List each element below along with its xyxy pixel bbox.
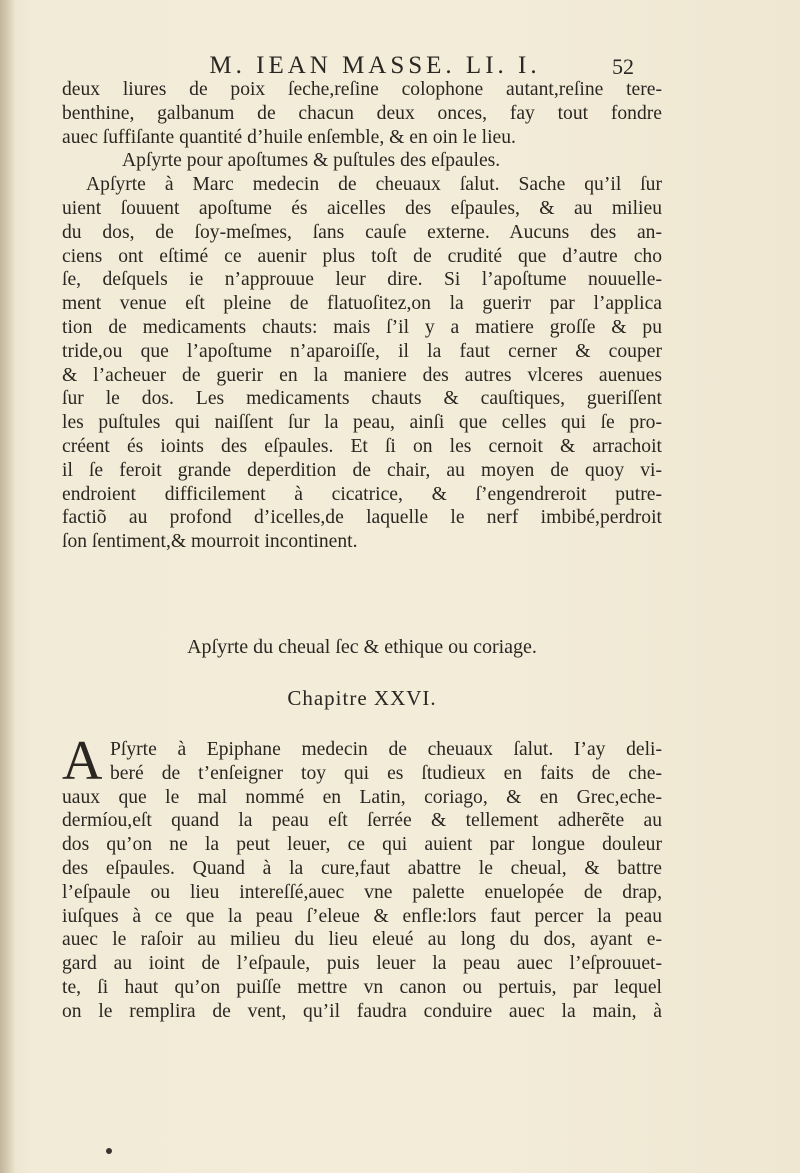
chapter-heading: Chapitre XXVI.	[287, 686, 437, 710]
text-line: te, ſi haut qu’on puiſſe mettre vn canon ou pertuis, par lequel	[62, 976, 662, 998]
text-line: ciens ont eſtimé ce auenir plus toſt de crudité que d’autre cho	[62, 245, 662, 267]
page-number: 52	[612, 54, 634, 79]
text-line: Pſyrte à Epiphane medecin de cheuaux ſalut. I’ay deli-	[110, 739, 662, 760]
text-line: des eſpaules. Quand à la cure,faut abattre le cheual, & battre	[62, 857, 662, 879]
section-heading: Apſyrte pour apoſtumes & puſtules des eſpaules.	[122, 150, 501, 172]
gutter-shadow	[0, 0, 16, 1173]
text-line: Apſyrte à Marc medecin de cheuaux ſalut. Sache qu’il ſur	[86, 174, 662, 196]
section-heading: Apſyrte du cheual ſec & ethique ou coriage.	[187, 636, 537, 658]
text-line: beré de t’enſeigner toy qui es ſtudieux en faits de che-	[110, 762, 662, 784]
text-line: & l’acheuer de guerir en la maniere des autres vlceres auenues	[62, 364, 662, 386]
text-line: créent és ioints des eſpaules. Et ſi on les cernoit & arrachoit	[62, 435, 662, 457]
text-line: endroient difficilement à cicatrice, & ſ’engendreroit putre-	[62, 483, 662, 505]
text-line: tion de medicaments chauts: mais ſ’il y a matiere groſſe & pu	[62, 316, 662, 338]
text-line: iuſques à ce que la peau ſ’eleue & enfle:lors faut percer la peau	[62, 905, 662, 927]
text-line: gard au ioint de l’eſpaule, puis leuer la peau auec l’eſprouuet-	[62, 953, 662, 975]
text-line: ſur le dos. Les medicaments chauts & cauſtiques, gueriſſent	[62, 388, 662, 410]
ink-spot	[106, 1148, 112, 1154]
text-line: dos qu’on ne la peut leuer, ce qui auient par longue douleur	[62, 834, 662, 856]
text-block-top	[62, 78, 662, 554]
drop-cap: A	[62, 730, 103, 792]
text-line: tride,ou que l’apoſtume n’aparoiſſe, il la faut cerner & couper	[62, 340, 662, 362]
text-line: factiõ au profond d’icelles,de laquelle le nerf imbibé,perdroit	[62, 507, 662, 529]
text-line: l’eſpaule ou lieu intereſſé,auec vne palette enuelopée de drap,	[62, 881, 662, 903]
text-line: uaux que le mal nommé en Latin, coriago, & en Grec,eche-	[62, 786, 662, 808]
running-title: M. IEAN MASSE. LI. I.	[209, 52, 541, 79]
text-line: il ſe feroit grande deperdition de chair, au moyen de quoy vi-	[62, 459, 662, 481]
text-line: du dos, de ſoy-meſmes, ſans cauſe externe. Aucuns des an-	[62, 221, 662, 243]
text-line: les puſtules qui naiſſent ſur la peau, ainſi que celles qui ſe pro-	[62, 412, 662, 434]
text-line: ment venue eſt pleine de flatuoſitez,on la gueriт par l’applica	[62, 293, 662, 315]
text-line: uient ſouuent apoſtume és aicelles des eſpaules, & au milieu	[62, 197, 662, 219]
text-line: benthine, galbanum de chacun deux onces, fay tout fondre	[62, 102, 662, 124]
text-block-bottom	[62, 730, 662, 1024]
text-line: deux liures de poix ſeche,reſine colophone autant,reſine tere-	[62, 79, 662, 100]
text-line: ſon ſentiment,& mourroit incontinent.	[62, 531, 358, 553]
text-line: dermíou,eſt quand la peau eſt ſerrée & tellement adherẽte au	[62, 810, 662, 832]
text-line: on le remplira de vent, qu’il faudra conduire auec la main, à	[62, 1000, 662, 1022]
text-line: ſe, deſquels ie n’approuue leur dire. Si l’apoſtume nouuelle-	[62, 269, 662, 291]
text-line: auec le raſoir au milieu du lieu eleué au long du dos, ayant e-	[62, 929, 662, 951]
text-line: auec ſuffiſante quantité d’huile enſemble, & en oin le lieu.	[62, 126, 516, 148]
